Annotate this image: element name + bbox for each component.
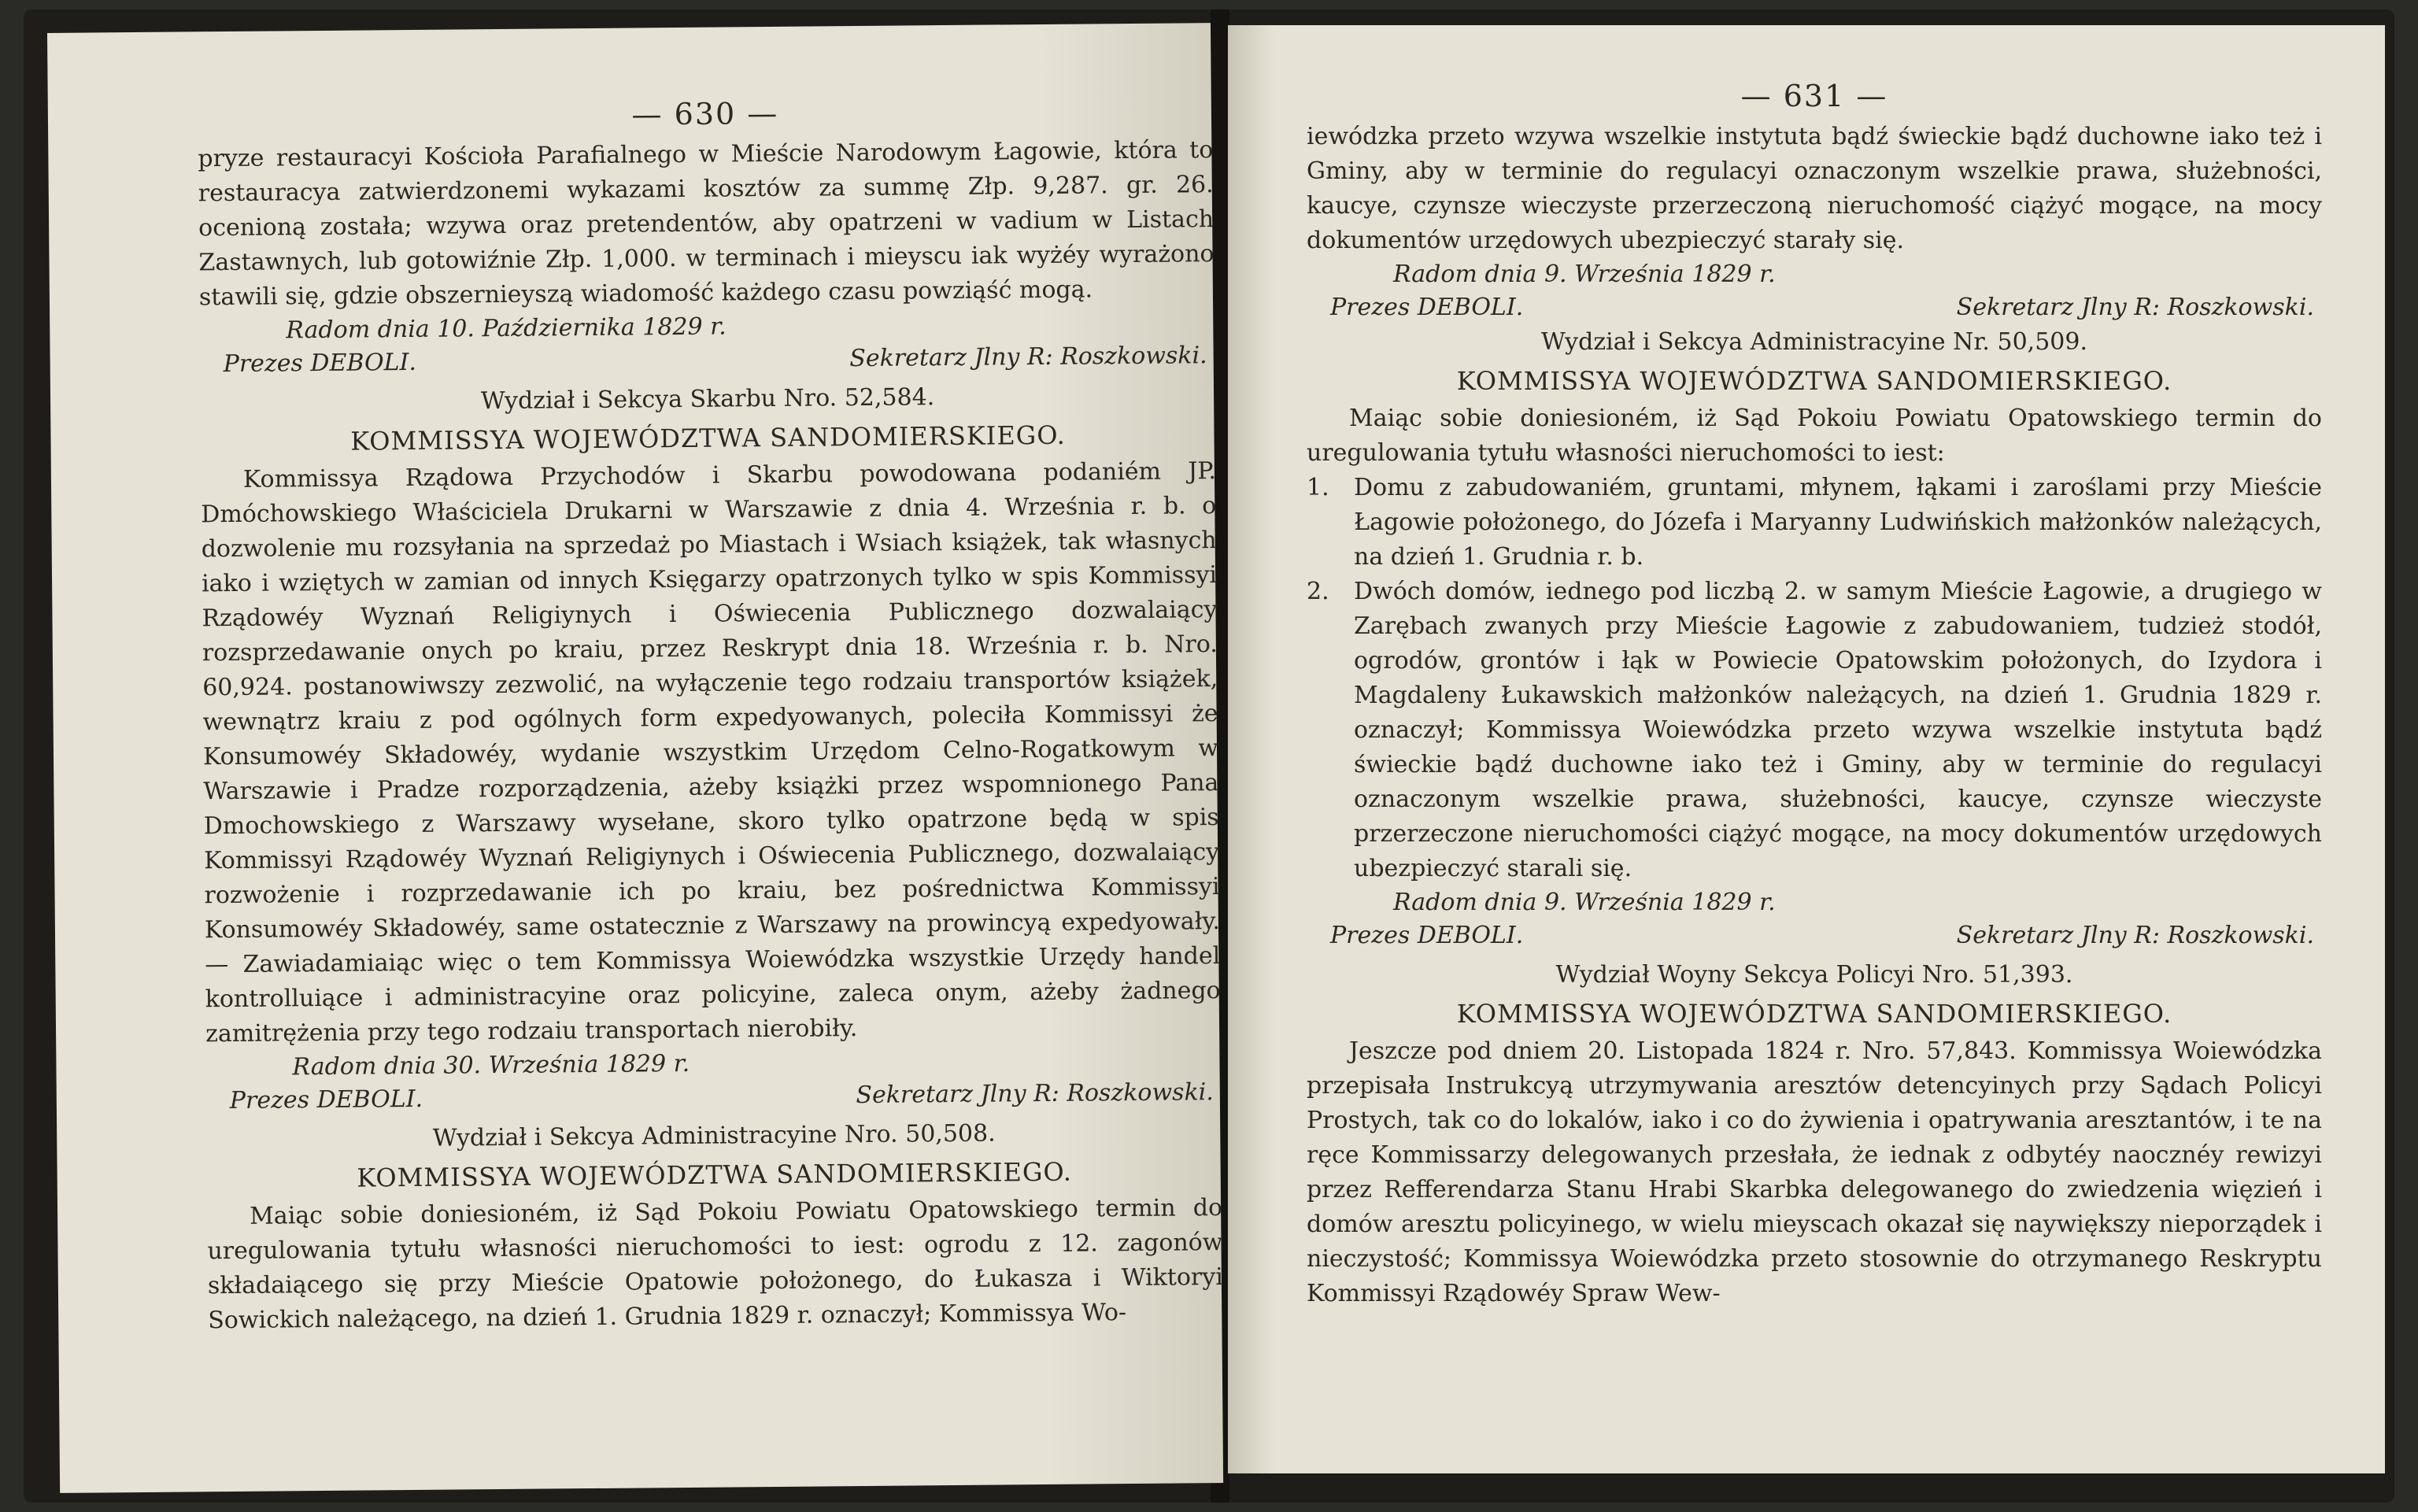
notice-heading: KOMMISSYA WOJEWÓDZTWA SANDOMIERSKIEGO. xyxy=(357,1156,1073,1193)
prezes-signature: Prezes DEBOLI. xyxy=(1330,294,1524,321)
paragraph: Maiąc sobie doniesioném, iż Sąd Pokoiu Powiatu Opatowskiego termin do uregulowania tytułu własności nieruchomości to iest: ogrodu z 12. zagonów składaiącego się przy Mieście Opatowie położonego, do Łukasza i Wiktoryi Sowickich należącego, na dzień 1. Grudnia 1829 r. oznaczył; Kommissya Wo- xyxy=(207,1194,1224,1335)
right-page xyxy=(1228,25,2385,1473)
date-line: Radom dnia 10. Października 1829 r. xyxy=(286,312,727,345)
list-number: 2. xyxy=(1307,578,1329,605)
left-page xyxy=(47,23,1223,1493)
notice-heading: KOMMISSYA WOJEWÓDZTWA SANDOMIERSKIEGO. xyxy=(350,420,1066,457)
notice-heading: KOMMISSYA WOJEWÓDZTWA SANDOMIERSKIEGO. xyxy=(1456,999,2172,1029)
prezes-signature: Prezes DEBOLI. xyxy=(1330,922,1524,949)
section-header: Wydział Woyny Sekcya Policyi Nro. 51,393. xyxy=(1555,961,2073,989)
paragraph: Kommissya Rządowa Przychodów i Skarbu powodowana podaniém JP. Dmóchowskiego Właściciela Drukarni w Warszawie z dnia 4. Września r. b. o dozwolenie mu rozsyłania na sprzedaż po Miastach i Wsiach książek, tak własnych iako i wziętych w zamian od innych Księgarzy opatrzonych tylko w spis Kommissyi Rządowéy Wyznań Religiynych i Oświecenia Publicznego dozwalaiący rozsprzedawanie onych po kraiu, przez Reskrypt dnia 18. Września r. b. Nro. 60,924. postanowiwszy zezwolić, na wyłączenie tego rodzaiu transportów książek, wewnątrz kraiu z pod ogólnych form expedyowanych, poleciła Kommissyi że Konsumowéy Składowéy, wydanie wszystkim Urzędom Celno-Rogatkowym w Warszawie i Pradze rozporządzenia, ażeby książki przez wspomnionego Pana Dmochowskiego z Warszawy wysełane, skoro tylko opatrzone będą w spis Kommissyi Rządowéy Wyznań Religiynych i Oświecenia Publicznego, dozwalaiący rozwożenie i rozprzedawanie ich po kraiu, bez pośrednictwa Kommissyi Konsumowéy Składowéy, same ostatecznie z Warszawy na prowincyą expedyowały. — Zawiadamiaiąc więc o tem Kommissya Woiewódzka wszystkie Urzędy handel kontrolluiące i administracyine oraz policyine, zaleca onym, ażeby żadnego zamitrężenia przy tego rodzaiu transportach nierobiły. xyxy=(201,457,1221,1048)
list-text: Domu z zabudowaniém, gruntami, młynem, łąkami i zaroślami przy Mieście Łagowie położonego, do Józefa i Maryanny Ludwińskich małżonków należących, na dzień 1. Grudnia r. b. xyxy=(1354,474,2322,571)
list-number: 1. xyxy=(1307,474,1329,501)
signature-row xyxy=(1307,919,2322,952)
date-line: Radom dnia 9. Września 1829 r. xyxy=(1393,261,1776,288)
book-spread xyxy=(24,9,2394,1503)
prezes-signature: Prezes DEBOLI. xyxy=(229,1085,423,1115)
page-number: — 630 — xyxy=(631,95,779,132)
sekretarz-signature: Sekretarz Jlny R: Roszkowski. xyxy=(849,342,1207,373)
list-item xyxy=(1307,471,2322,575)
sekretarz-signature: Sekretarz Jlny R: Roszkowski. xyxy=(1956,294,2314,321)
section-header: Wydział i Sekcya Administracyine Nro. 50,508. xyxy=(432,1119,996,1152)
section-header: Wydział i Sekcya Administracyine Nr. 50,509. xyxy=(1541,328,2087,356)
paragraph: Maiąc sobie doniesioném, iż Sąd Pokoiu Powiatu Opatowskiego termin do uregulowania tytułu własności nieruchomości to iest: xyxy=(1307,405,2322,467)
right-page-content xyxy=(1307,72,2322,1311)
date-line: Radom dnia 30. Września 1829 r. xyxy=(292,1049,690,1081)
prezes-signature: Prezes DEBOLI. xyxy=(223,348,417,379)
paragraph: iewódzka przeto wzywa wszelkie instytuta bądź świeckie bądź duchowne iako też i Gminy, aby w terminie do regulacyi oznaczonym wszelkie prawa, służebności, kaucye, czynsze wieczyste przerzeczoną nieruchomość ciążyć mogące, na mocy dokumentów urzędowych ubezpieczyć starały się. xyxy=(1307,123,2322,254)
signature-row xyxy=(1307,291,2322,324)
section-header: Wydział i Sekcya Skarbu Nro. 52,584. xyxy=(480,383,935,416)
notice-heading: KOMMISSYA WOJEWÓDZTWA SANDOMIERSKIEGO. xyxy=(1456,366,2172,396)
list-item xyxy=(1307,575,2322,886)
page-number: — 631 — xyxy=(1740,79,1888,113)
left-page-content xyxy=(198,86,1224,1338)
date-line: Radom dnia 9. Września 1829 r. xyxy=(1393,889,1776,916)
paragraph: Jeszcze pod dniem 20. Listopada 1824 r. Nro. 57,843. Kommissya Woiewódzka przepisała Instrukcyą utrzymywania aresztów detencyinych przy Sądach Policyi Prostych, tak co do lokalów, iako i co do żywienia i opatrywania aresztantów, i te na ręce Kommissarzy delegowanych przesłała, że iednak z odbytéy naocznéy rewizyi przez Refferendarza Stanu Hrabi Skarbka delegowanego do zwiedzenia więzień i domów aresztu policyinego, w wielu mieyscach okazał się naywiększy nieporządek i nieczystość; Kommissya Woiewódzka przeto stosownie do otrzymanego Reskryptu Kommissyi Rządowéy Spraw Wew- xyxy=(1307,1037,2322,1307)
list-text: Dwóch domów, iednego pod liczbą 2. w samym Mieście Łagowie, a drugiego w Zarębach zwanych przy Mieście Łagowie z zabudowaniem, tudzież stodół, ogrodów, grontów i łąk w Powiecie Opatowskim położonych, do Izydora i Magdaleny Łukawskich małżonków należących, na dzień 1. Grudnia 1829 r. oznaczył; Kommissya Woiewódzka przeto wzywa wszelkie instytuta bądź świeckie bądź duchowne iako też i Gminy, aby w terminie do regulacyi oznaczonym wszelkie prawa, służebności, kaucye, czynsze wieczyste przerzeczone nieruchomości ciążyć mogące, na mocy dokumentów urzędowych ubezpieczyć starali się. xyxy=(1354,578,2322,882)
sekretarz-signature: Sekretarz Jlny R: Roszkowski. xyxy=(856,1078,1214,1110)
sekretarz-signature: Sekretarz Jlny R: Roszkowski. xyxy=(1956,922,2314,949)
paragraph: pryze restauracyi Kościoła Parafialnego w Mieście Narodowym Łagowie, która to restauracya zatwierdzonemi wykazami kosztów za summę Złp. 9,287. gr. 26. ocenioną została; wzywa oraz pretendentów, aby opatrzeni w vadium w Listach Zastawnych, lub gotowiźnie Złp. 1,000. w terminach i mieyscu iak wyżéy wyrażono stawili się, gdzie obszernieyszą wiadomość każdego czasu powziąść mogą. xyxy=(198,136,1215,312)
